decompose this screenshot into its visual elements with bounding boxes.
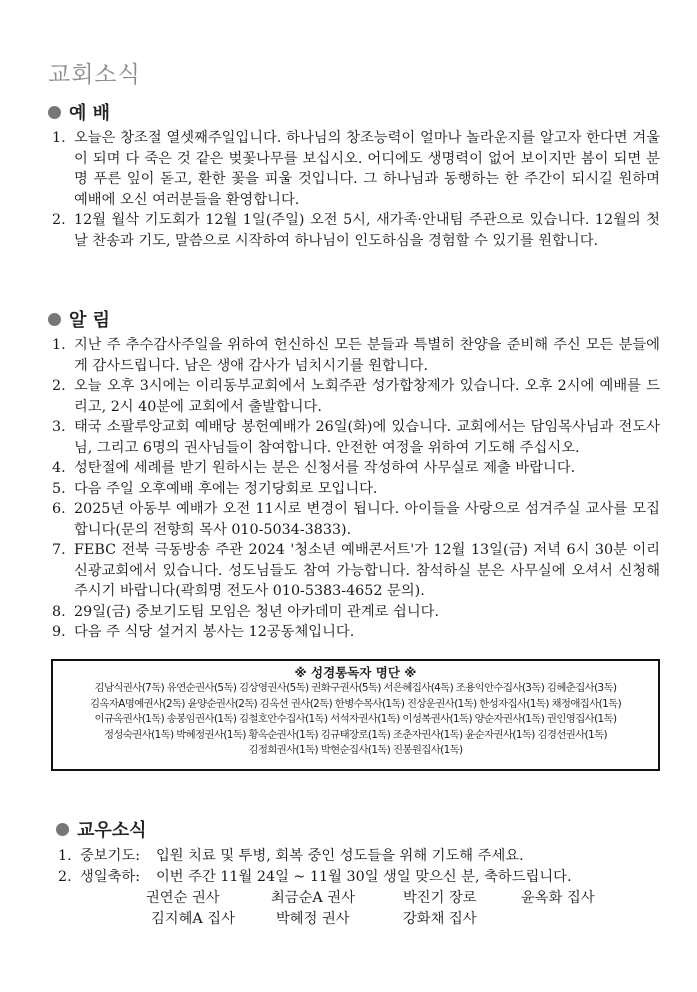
list-item [48,602,660,623]
birthday-name: 최금순A 권사 [271,890,355,906]
item-number: 6. [52,501,66,517]
birthday-names-row [56,909,660,930]
birthday-name: 박진기 장로 [403,890,477,906]
list-item [48,479,660,500]
bible-readers-box [51,659,660,771]
item-number: 2. [58,869,72,885]
item-text: 29일(금) 중보기도팀 모임은 청년 아카데미 관계로 쉽니다. [74,603,439,620]
prayer-text: 입원 치료 및 투병, 회복 중인 성도들을 위해 기도해 주세요. [156,848,524,864]
item-number: 5. [52,480,66,497]
members-list [56,846,660,930]
item-text: 2025년 아동부 예배가 오전 11시로 변경이 됩니다. 아이들을 사랑으로 섬겨주실 교사를 모집합니다(문의 전향희 목사 010-5034-3833). [74,501,660,538]
list-item [48,417,660,458]
worship-heading-label: 예 배 [69,103,111,124]
item-number: 7. [52,542,66,558]
bible-readers-line: 정성숙권사(1독) 박혜정권사(1독) 황옥순권사(1독) 김규태장로(1독) 조춘자권사(1독) 윤순자권사(1독) 김경선권사(1독) [103,728,607,741]
item-number: 3. [52,419,66,435]
list-item [48,499,660,540]
item-text: 오늘 오후 3시에는 이리동부교회에서 노회주관 성가합창제가 있습니다. 오후 2시에 예배를 드리고, 2시 40분에 교회에서 출발합니다. [74,378,660,415]
worship-list [48,128,660,251]
notices-heading [48,307,660,331]
birthday-name: 강화채 집사 [403,911,477,927]
prayer-item [56,846,660,867]
birthday-item [56,867,660,888]
bible-readers-line: 이규옥권사(1독) 송봉임권사(1독) 김철호안수집사(1독) 서석자권사(1독) 이성복권사(1독) 양순자권사(1독) 권인영집사(1독) [94,713,617,725]
bible-readers-line: 김옥자A명예권사(2독) 윤양순권사(2독) 김옥선 권사(2독) 한병수목사(1독) 진상운권사(1독) 한성자집사(1독) 채정애집사(1독) [89,697,622,710]
page-title: 교회소식 [48,62,141,88]
birthday-name: 박혜정 권사 [276,911,350,927]
item-text: 다음 주일 오후예배 후에는 정기당회로 모입니다. [74,480,378,497]
bible-readers-line: 김정희권사(1독) 박현순집사(1독) 진봉원집사(1독) [248,744,463,756]
item-text: 태국 소팔루앙교회 예배당 봉헌예배가 26일(화)에 있습니다. 교회에서는 담임목사님과 전도사님, 그리고 6명의 권사님들이 참여합니다. 안전한 여정을 위하여 기도해 주십시오. [74,419,660,456]
worship-section [48,100,660,251]
circle-bullet-icon [56,823,69,836]
item-number: 1. [52,130,66,146]
notices-section [48,307,660,643]
birthday-name: 김지혜A 집사 [151,911,235,927]
birthday-label: 생일축하: [80,869,141,885]
item-number: 4. [52,460,66,476]
list-item [48,335,660,376]
members-heading [56,817,660,841]
list-item [48,458,660,479]
prayer-label: 중보기도: [80,848,141,864]
list-item [48,128,660,210]
list-item [48,210,660,251]
list-item [48,376,660,417]
worship-heading [48,100,660,124]
list-item [48,540,660,602]
item-text: 성탄절에 세례를 받기 원하시는 분은 신청서를 작성하여 사무실로 제출 바랍니다. [74,460,576,476]
item-number: 8. [52,603,66,620]
item-number: 2. [52,212,66,228]
circle-bullet-icon [48,106,61,119]
bible-readers-line: 김남식권사(7독) 유연순권사(5독) 김상영권사(5독) 권화구권사(5독) 서은혜집사(4독) 조용익안수집사(3독) 김혜춘집사(3독) [94,682,617,694]
item-number: 1. [58,848,72,864]
item-number: 9. [52,624,66,640]
members-section [56,817,660,930]
item-text: 지난 주 추수감사주일을 위하여 헌신하신 모든 분들과 특별히 찬양을 준비해 주신 모든 분들에게 감사드립니다. 남은 생애 감사가 넘치시기를 원합니다. [74,337,660,374]
birthday-name: 권연순 권사 [146,890,220,906]
birthday-text: 이번 주간 11월 24일 ~ 11월 30일 생일 맞으신 분, 축하드립니다. [156,869,572,885]
birthday-names-row [56,888,660,909]
item-number: 2. [52,378,66,394]
bible-readers-title: ※ 성경통독자 명단 ※ [294,665,417,680]
item-number: 1. [52,337,66,353]
members-heading-label: 교우소식 [77,820,147,841]
notices-heading-label: 알 림 [69,310,111,331]
circle-bullet-icon [48,313,61,326]
item-text: 오늘은 창조절 열셋째주일입니다. 하나님의 창조능력이 얼마나 놀라운지를 알고자 한다면 겨울이 되며 다 죽은 것 같은 벚꽃나무를 보십시오. 어디에도 생명력이 없어 보이지만 봄이 되면 분명 푸른 잎이 돋고, 환한 꽃을 피울 것입니다. 그 하나님과 동행하는 한 주간이 되시길 원하며 예배에 오신 여러분들을 환영합니다. [74,130,660,208]
notices-list [48,335,660,643]
birthday-name: 윤옥화 집사 [521,890,595,906]
list-item [48,622,660,643]
item-text: 다음 주 식당 설거지 봉사는 12공동체입니다. [74,624,355,640]
item-text: FEBC 전북 극동방송 주관 2024 '청소년 예배콘서트'가 12월 13일(금) 저녁 6시 30분 이리신광교회에서 있습니다. 성도님들도 참여 가능합니다. 참석하실 분은 사무실에 오셔서 신청해 주시기 바랍니다(곽희명 전도사 010-5383-4652 문의). [74,542,660,599]
item-text: 12월 월삭 기도회가 12월 1일(주일) 오전 5시, 새가족·안내팀 주관으로 있습니다. 12월의 첫날 찬송과 기도, 말씀으로 시작하여 하나님이 인도하심을 경험할 수 있기를 원합니다. [74,212,660,249]
